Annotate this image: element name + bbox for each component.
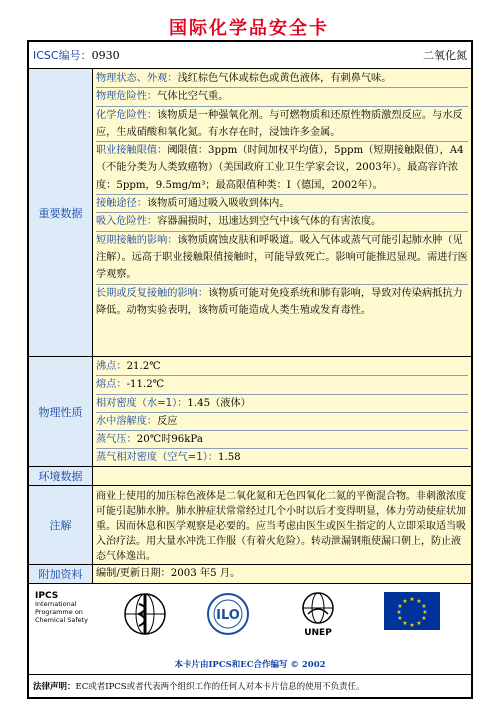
data-item xyxy=(96,376,468,394)
safety-card xyxy=(27,40,473,699)
data-item xyxy=(96,232,468,285)
svg-text:★: ★ xyxy=(409,622,415,629)
data-text: 反应 xyxy=(157,415,178,427)
data-item xyxy=(96,413,468,431)
svg-text:★: ★ xyxy=(416,598,422,605)
data-key: 吸入危险性： xyxy=(96,216,158,228)
legal-text: EC或者IPCS或者代表两个组织工作的任何人对本卡片信息的使用不负责任。 xyxy=(75,682,365,692)
data-item xyxy=(96,107,468,143)
chemical-name: 二氧化氮 xyxy=(423,49,467,62)
svg-text:★: ★ xyxy=(402,598,408,605)
data-key: 沸点： xyxy=(96,361,127,372)
cooperation-note: 本卡片由IPCS和EC合作编写 © 2002 xyxy=(174,660,326,670)
section-physical xyxy=(29,357,471,467)
section-notes xyxy=(29,486,471,565)
section-label: 重要数据 xyxy=(29,69,93,356)
data-item xyxy=(96,213,468,231)
data-text: 1.58 xyxy=(217,452,241,464)
data-key: 蒸气相对密度（空气=1）： xyxy=(96,452,218,464)
data-text: 该物质是一种强氧化剂。与可燃物质和还原性物质激烈反应。与水反应，生成硝酸和氧化氮。有水存在时，浸蚀许多金属。 xyxy=(96,109,463,138)
data-text: 浅红棕色气体或棕色或黄色液体，有刺鼻气味。 xyxy=(177,73,392,84)
ipcs-logo xyxy=(35,592,88,624)
data-item xyxy=(96,88,468,106)
data-key: 短期接触的影响： xyxy=(96,234,178,246)
icsc-id-label: ICSC编号： xyxy=(33,49,92,62)
section-label: 注解 xyxy=(29,486,93,564)
unep-label: UNEP xyxy=(304,628,332,638)
data-item xyxy=(96,431,468,449)
section-content: 商业上使用的加压棕色液体是二氧化氮和无色四氧化二氮的平衡混合物。非刺激浓度可能引起肺水肿。肺水肿症状常常经过几个小时以后才变得明显，体力劳动使症状加重。因而休息和医学观察是必要的。应当考虑由医生或医生指定的人立即采取适当吸入治疗法。用大量水冲洗工作服（有着火危险）。转动泄漏钢瓶使漏口朝上，防止液态气体逸出。 xyxy=(93,486,471,564)
data-item xyxy=(96,142,468,195)
data-item xyxy=(96,195,468,213)
data-text: -11.2℃ xyxy=(126,379,165,391)
data-item xyxy=(96,358,468,376)
id-row xyxy=(29,42,471,69)
data-text: 20℃时96kPa xyxy=(136,434,203,446)
svg-text:★: ★ xyxy=(421,603,427,610)
ipcs-line: International xyxy=(35,600,77,608)
unep-logo-icon xyxy=(294,590,342,630)
data-text: 21.2℃ xyxy=(126,361,161,372)
section-content xyxy=(93,467,471,485)
data-key: 水中溶解度： xyxy=(96,415,158,427)
data-key: 物理危险性： xyxy=(96,91,158,103)
svg-text:★: ★ xyxy=(402,620,408,627)
data-key: 相对密度（水=1）： xyxy=(96,397,188,409)
data-key: 接触途径： xyxy=(96,198,147,210)
section-content xyxy=(93,357,471,466)
legal-label: 法律声明： xyxy=(33,682,76,692)
svg-text:★: ★ xyxy=(421,615,427,622)
section-additional xyxy=(29,565,471,584)
data-text: 该物质可能对免疫系统和肺有影响，导致对传染病抵抗力降低。动物实验表明，该物质可能造成人类生殖或发育毒性。 xyxy=(96,287,463,316)
data-key: 蒸气压： xyxy=(96,434,137,446)
section-label: 物理性质 xyxy=(29,357,93,466)
card-title: 国际化学品安全卡 xyxy=(169,18,329,39)
logos-row xyxy=(29,584,471,675)
section-content xyxy=(93,69,471,356)
svg-text:★: ★ xyxy=(397,615,403,622)
data-key: 物理状态、外观： xyxy=(96,73,178,84)
data-item xyxy=(96,285,468,320)
section-label: 附加资料 xyxy=(29,565,93,583)
section-important xyxy=(29,69,471,357)
section-environment xyxy=(29,467,471,486)
ipcs-line: Programme on xyxy=(35,608,83,616)
who-logo-icon xyxy=(121,590,169,638)
section-content: 编制/更新日期：2003 年5 月。 xyxy=(93,565,471,583)
section-label: 环境数据 xyxy=(29,467,93,485)
data-item xyxy=(96,395,468,413)
ipcs-title: IPCS xyxy=(35,591,59,601)
data-text: 容器漏损时，迅速达到空气中该气体的有害浓度。 xyxy=(157,216,382,228)
svg-text:★: ★ xyxy=(422,609,428,616)
data-key: 熔点： xyxy=(96,379,127,391)
data-text: 气体比空气重。 xyxy=(157,91,229,103)
data-text: 1.45（液体） xyxy=(187,397,251,409)
data-text: 该物质腐蚀皮肤和呼吸道。吸入气体或蒸气可能引起肺水肿（见注解）。远高于职业接触限值接触时，可能导致死亡。影响可能推迟显现。需进行医学观察。 xyxy=(96,234,468,281)
ipcs-line: Chemical Safety xyxy=(35,616,89,624)
eu-flag-icon xyxy=(384,592,440,630)
data-key: 职业接触限值： xyxy=(96,145,168,157)
data-item xyxy=(96,449,468,466)
icsc-id xyxy=(33,47,120,63)
legal-row xyxy=(29,675,471,697)
svg-text:★: ★ xyxy=(409,596,415,603)
data-key: 长期或反复接触的影响： xyxy=(96,287,209,299)
data-key: 化学危险性： xyxy=(96,109,158,121)
svg-text:ILO: ILO xyxy=(216,608,240,623)
data-text: 阈限值：3ppm（时间加权平均值），5ppm（短期接触限值），A4（不能分类为人类致癌物）（美国政府工业卫生学家会议，2003年）。最高容许浓度：5ppm，9.5mg/m³；最高限值种类：I（德国，2002年）。 xyxy=(96,145,464,191)
svg-text:★: ★ xyxy=(397,603,403,610)
ilo-logo-icon xyxy=(204,590,252,638)
data-text: 该物质可通过吸入吸收到体内。 xyxy=(146,198,290,210)
icsc-id-value: 0930 xyxy=(91,49,120,62)
svg-text:★: ★ xyxy=(396,609,402,616)
data-item xyxy=(96,70,468,88)
svg-text:★: ★ xyxy=(416,620,422,627)
